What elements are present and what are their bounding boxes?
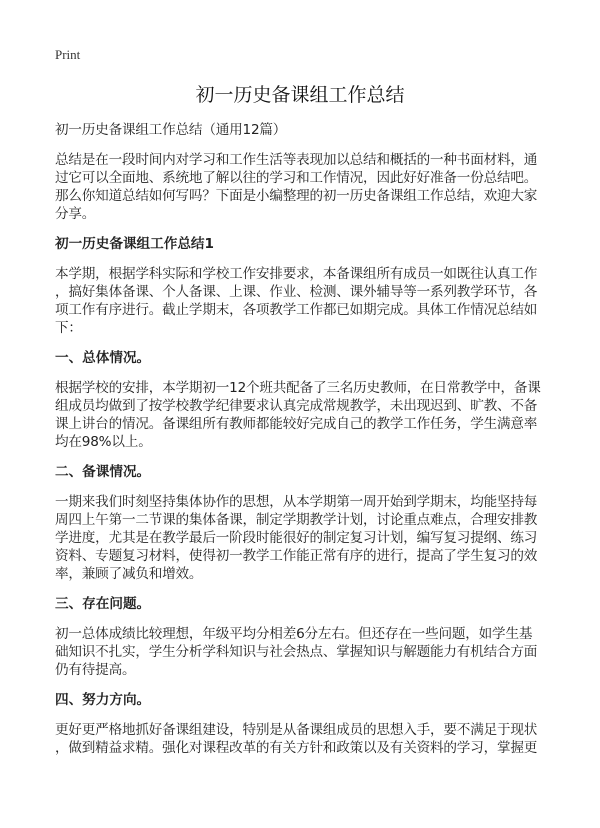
print-link[interactable]: Print [55,47,81,62]
paragraph-line: 课上讲台的情况。备课组所有教师都能较好完成自己的教学工作任务，学生满意率 [55,416,538,432]
paragraph-line: 周四上午第一二节课的集体备课，制定学期教学计划，讨论重点难点，合理安排教 [55,512,538,528]
paragraph-line: ，搞好集体备课、个人备课、上课、作业、检测、课外辅导等一系列教学环节，各 [55,284,538,300]
paragraph-line: 一期来我们时刻坚持集体协作的思想，从本学期第一周开始到学期末，均能坚持每 [55,494,538,510]
paragraph [55,721,555,757]
paragraph-line: 础知识不扎实，学生分析学科知识与社会热点、掌握知识与解题能力有机结合方面 [55,644,538,660]
paragraph-line: 总结是在一段时间内对学习和工作生活等表现加以总结和概括的一种书面材料，通 [55,152,538,168]
paragraph-line: 更好更严格地抓好备课组建设，特别是从备课组成员的思想入手，要不满足于现状 [55,722,538,738]
section-heading: 一、总体情况。 [55,350,151,366]
paragraph-line: 根据学校的安排，本学期初一12个班共配备了三名历史教师，在日常教学中，备课 [55,380,541,396]
document-body [55,121,555,769]
section-heading: 四、努力方向。 [55,692,151,708]
paragraph [55,493,555,583]
paragraph-line: 下： [55,320,82,336]
paragraph-line: ，做到精益求精。强化对课程改革的有关方针和政策以及有关资料的学习，掌握更 [55,740,538,756]
paragraph-line: 组成员均做到了按学校教学纪律要求认真完成常规教学，未出现迟到、旷教、不备 [55,398,538,414]
section-heading: 初一历史备课组工作总结1 [55,236,214,252]
paragraph-line: 学进度，尤其是在教学最后一阶段时能很好的制定复习计划，编写复习提纲、练习 [55,530,538,546]
paragraph [55,151,555,223]
section-heading: 二、备课情况。 [55,464,151,480]
paragraph [55,379,555,451]
paragraph [55,265,555,337]
paragraph-line: 本学期，根据学科实际和学校工作安排要求，本备课组所有成员一如既往认真工作 [55,266,538,282]
paragraph-line: 均在98%以上。 [55,434,152,450]
section-heading: 三、存在问题。 [55,596,151,612]
paragraph-line: 分享。 [55,206,96,222]
paragraph [55,625,555,679]
paragraph-line: 项工作有序进行。截止学期末，各项教学工作都已如期完成。具体工作情况总结如 [55,302,538,318]
paragraph-line: 仍有待提高。 [55,662,136,678]
paragraph-line: 资料、专题复习材料，使得初一教学工作能正常有序的进行，提高了学生复习的效 [55,548,538,564]
document-subtitle: 初一历史备课组工作总结（通用12篇） [55,122,287,138]
paragraph-line: 那么你知道总结如何写吗？下面是小编整理的初一历史备课组工作总结，欢迎大家 [55,188,538,204]
paragraph-line: 初一总体成绩比较理想，年级平均分相差6分左右。但还存在一些问题，如学生基 [55,626,533,642]
page-title: 初一历史备课组工作总结 [195,84,405,106]
paragraph-line: 率，兼顾了减负和增效。 [55,566,203,582]
paragraph-line: 过它可以全面地、系统地了解以往的学习和工作情况，因此好好准备一份总结吧。 [55,170,538,186]
